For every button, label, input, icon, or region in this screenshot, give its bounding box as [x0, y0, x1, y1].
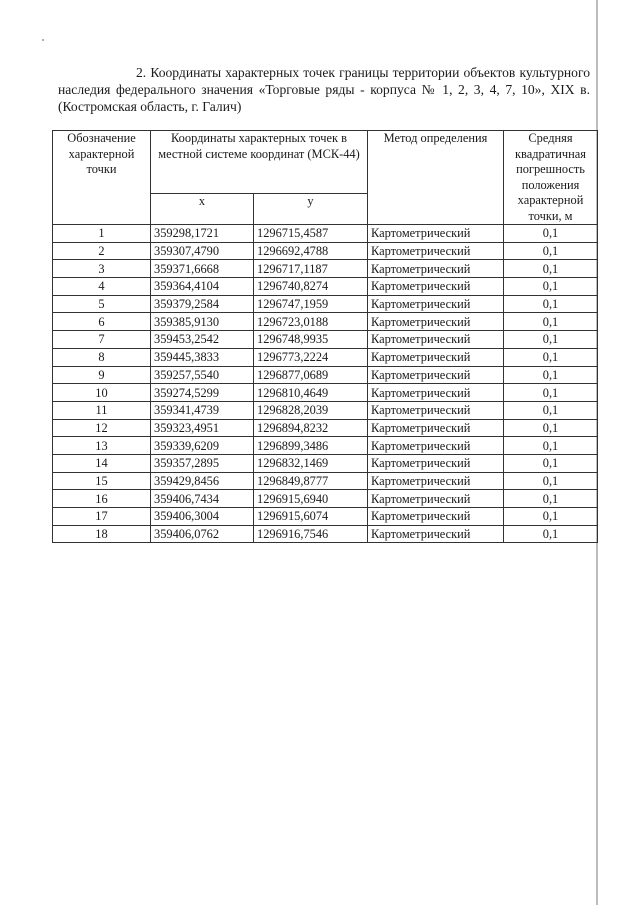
- cell-y: 1296849,8777: [254, 472, 368, 490]
- cell-x: 359385,9130: [151, 313, 254, 331]
- cell-y: 1296877,0689: [254, 366, 368, 384]
- cell-point-number: 5: [53, 295, 151, 313]
- table-row: [53, 525, 598, 543]
- cell-x: 359379,2584: [151, 295, 254, 313]
- cell-x: 359339,6209: [151, 437, 254, 455]
- table-row: [53, 366, 598, 384]
- cell-y: 1296899,3486: [254, 437, 368, 455]
- cell-method: Картометрический: [368, 437, 504, 455]
- table-row: [53, 454, 598, 472]
- cell-point-number: 7: [53, 331, 151, 349]
- cell-method: Картометрический: [368, 472, 504, 490]
- cell-x: 359371,6668: [151, 260, 254, 278]
- header-point: Обозначение характерной точки: [53, 131, 151, 225]
- cell-x: 359298,1721: [151, 225, 254, 243]
- cell-y: 1296748,9935: [254, 331, 368, 349]
- cell-point-number: 8: [53, 348, 151, 366]
- cell-error: 0,1: [504, 348, 598, 366]
- cell-point-number: 16: [53, 490, 151, 508]
- cell-x: 359406,7434: [151, 490, 254, 508]
- table-row: [53, 437, 598, 455]
- table-row: [53, 348, 598, 366]
- table-row: [53, 242, 598, 260]
- cell-method: Картометрический: [368, 295, 504, 313]
- coordinates-table: [52, 130, 598, 543]
- header-y: у: [254, 194, 368, 225]
- cell-error: 0,1: [504, 384, 598, 402]
- cell-point-number: 10: [53, 384, 151, 402]
- cell-error: 0,1: [504, 508, 598, 526]
- cell-x: 359357,2895: [151, 454, 254, 472]
- cell-method: Картометрический: [368, 490, 504, 508]
- header-method: Метод определения: [368, 131, 504, 225]
- cell-y: 1296692,4788: [254, 242, 368, 260]
- table-row: [53, 295, 598, 313]
- cell-y: 1296747,1959: [254, 295, 368, 313]
- cell-method: Картометрический: [368, 508, 504, 526]
- cell-x: 359406,0762: [151, 525, 254, 543]
- table-row: [53, 260, 598, 278]
- cell-y: 1296828,2039: [254, 401, 368, 419]
- cell-point-number: 13: [53, 437, 151, 455]
- cell-error: 0,1: [504, 313, 598, 331]
- cell-point-number: 4: [53, 278, 151, 296]
- cell-error: 0,1: [504, 295, 598, 313]
- cell-method: Картометрический: [368, 348, 504, 366]
- header-x: x: [151, 194, 254, 225]
- cell-x: 359257,5540: [151, 366, 254, 384]
- cell-y: 1296723,0188: [254, 313, 368, 331]
- cell-y: 1296715,4587: [254, 225, 368, 243]
- table-row: [53, 401, 598, 419]
- cell-y: 1296832,1469: [254, 454, 368, 472]
- cell-point-number: 11: [53, 401, 151, 419]
- cell-point-number: 14: [53, 454, 151, 472]
- table-row: [53, 472, 598, 490]
- cell-method: Картометрический: [368, 313, 504, 331]
- cell-error: 0,1: [504, 472, 598, 490]
- cell-x: 359341,4739: [151, 401, 254, 419]
- scan-speck: [42, 39, 44, 41]
- cell-point-number: 9: [53, 366, 151, 384]
- table-row: [53, 225, 598, 243]
- cell-x: 359429,8456: [151, 472, 254, 490]
- cell-x: 359406,3004: [151, 508, 254, 526]
- table-row: [53, 313, 598, 331]
- cell-y: 1296717,1187: [254, 260, 368, 278]
- cell-x: 359307,4790: [151, 242, 254, 260]
- cell-x: 359323,4951: [151, 419, 254, 437]
- cell-error: 0,1: [504, 525, 598, 543]
- cell-method: Картометрический: [368, 454, 504, 472]
- cell-method: Картометрический: [368, 366, 504, 384]
- cell-error: 0,1: [504, 366, 598, 384]
- cell-method: Картометрический: [368, 419, 504, 437]
- cell-method: Картометрический: [368, 525, 504, 543]
- cell-method: Картометрический: [368, 331, 504, 349]
- cell-point-number: 18: [53, 525, 151, 543]
- cell-x: 359364,4104: [151, 278, 254, 296]
- cell-error: 0,1: [504, 331, 598, 349]
- table-row: [53, 508, 598, 526]
- cell-y: 1296916,7546: [254, 525, 368, 543]
- cell-point-number: 3: [53, 260, 151, 278]
- table-row: [53, 331, 598, 349]
- header-coordinates: Координаты характерных точек в местной системе координат (МСК-44): [151, 131, 368, 194]
- cell-method: Картометрический: [368, 225, 504, 243]
- cell-error: 0,1: [504, 242, 598, 260]
- cell-x: 359445,3833: [151, 348, 254, 366]
- cell-error: 0,1: [504, 490, 598, 508]
- cell-y: 1296773,2224: [254, 348, 368, 366]
- cell-point-number: 2: [53, 242, 151, 260]
- cell-method: Картометрический: [368, 260, 504, 278]
- cell-point-number: 12: [53, 419, 151, 437]
- cell-method: Картометрический: [368, 278, 504, 296]
- cell-point-number: 1: [53, 225, 151, 243]
- cell-error: 0,1: [504, 454, 598, 472]
- cell-y: 1296915,6074: [254, 508, 368, 526]
- cell-x: 359274,5299: [151, 384, 254, 402]
- table-row: [53, 384, 598, 402]
- header-error: Средняя квадратичная погрешность положения характерной точки, м: [504, 131, 598, 225]
- cell-method: Картометрический: [368, 384, 504, 402]
- cell-method: Картометрический: [368, 242, 504, 260]
- cell-point-number: 6: [53, 313, 151, 331]
- table-row: [53, 419, 598, 437]
- cell-x: 359453,2542: [151, 331, 254, 349]
- cell-error: 0,1: [504, 225, 598, 243]
- document-heading: 2. Координаты характерных точек границы территории объектов культурного наследия федерального значения «Торговые ряды - корпуса № 1, 2, 3, 4, 7, 10», XIX в. (Костромская область, г. Галич): [58, 65, 590, 114]
- cell-y: 1296740,8274: [254, 278, 368, 296]
- cell-error: 0,1: [504, 437, 598, 455]
- cell-point-number: 17: [53, 508, 151, 526]
- cell-error: 0,1: [504, 401, 598, 419]
- cell-y: 1296894,8232: [254, 419, 368, 437]
- cell-y: 1296810,4649: [254, 384, 368, 402]
- table-row: [53, 490, 598, 508]
- table-row: [53, 278, 598, 296]
- cell-error: 0,1: [504, 260, 598, 278]
- cell-error: 0,1: [504, 419, 598, 437]
- cell-y: 1296915,6940: [254, 490, 368, 508]
- cell-error: 0,1: [504, 278, 598, 296]
- cell-method: Картометрический: [368, 401, 504, 419]
- cell-point-number: 15: [53, 472, 151, 490]
